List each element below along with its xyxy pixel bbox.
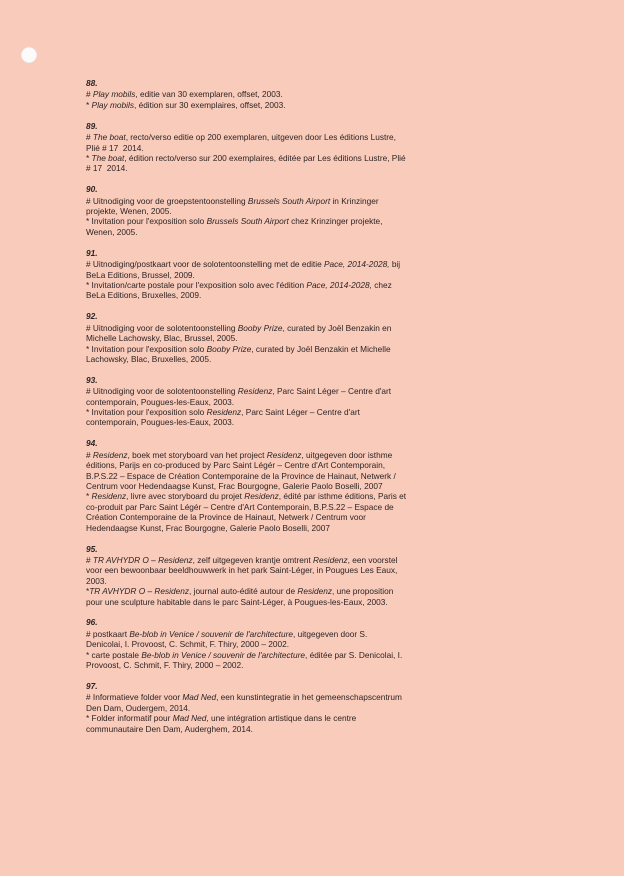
- italic-title: Booby Prize: [206, 343, 252, 354]
- italic-title: Residenz: [297, 586, 332, 597]
- entry-text: in Krinzinger: [330, 195, 379, 206]
- entry-line: [86, 512, 442, 522]
- entry-text: Plié # 17 2014.: [86, 142, 144, 153]
- entry-text: BeLa Editions, Brussel, 2009.: [86, 269, 195, 280]
- entry-text: *: [86, 491, 92, 502]
- entry-line: [86, 227, 442, 237]
- entry-text: , édition sur 30 exemplaires, offset, 2003.: [133, 99, 286, 110]
- entry-text: , une intégration artistique dans le centre: [206, 713, 357, 724]
- entry-line: [86, 471, 442, 481]
- catalogue-entry: [86, 544, 442, 607]
- catalogue-entry: [86, 121, 442, 174]
- entry-text: #: [86, 132, 93, 143]
- entry-line: [86, 344, 442, 354]
- entry-text: , een voorstel: [347, 554, 398, 565]
- entry-text: chez: [371, 280, 392, 290]
- entry-line: [86, 724, 442, 734]
- entry-line: [86, 153, 442, 163]
- entry-line: [86, 206, 442, 216]
- catalogue-entry: [86, 617, 442, 670]
- italic-title: Mad Ned: [182, 692, 217, 703]
- catalogue-entry: [86, 681, 442, 734]
- entry-line: [86, 660, 442, 670]
- entry-line: [86, 629, 442, 639]
- entry-text: Denicolai, I. Provoost, C. Schmit, F. Thiry, 2000 – 2002.: [86, 639, 290, 650]
- entry-text: contemporain, Pougues-les-Eaux, 2003.: [86, 417, 235, 428]
- entry-number: 94.: [86, 438, 98, 449]
- italic-title: TR AVHYDR O – Residenz: [92, 554, 193, 565]
- entry-text: projekte, Wenen, 2005.: [86, 206, 172, 217]
- italic-title: Be-blob in Venice / souvenir de l'architecture: [129, 628, 293, 639]
- entry-text: *: [86, 99, 92, 110]
- entry-text: co-produit par Parc Saint Légér – Centre d'Art Contemporain, B.P.S.22 – Espace de: [86, 501, 394, 512]
- entry-number: 88.: [86, 78, 98, 88]
- entry-text: , curated by Joël Benzakin en: [282, 322, 392, 333]
- entry-text: B.P.S.22 – Espace de Création Contemporaine de la Province de Hainaut, Netwerk /: [86, 470, 396, 481]
- entry-text: contemporain, Pougues-les-Eaux, 2003.: [86, 396, 235, 407]
- entry-text: , livre avec storyboard du projet: [126, 491, 245, 502]
- entry-text: , zelf uitgegeven krantje omtrent: [192, 554, 314, 565]
- entry-line: [86, 132, 442, 142]
- entry-text: * carte postale: [86, 649, 142, 660]
- punch-hole: [21, 47, 37, 63]
- italic-title: Residenz: [237, 386, 273, 397]
- entry-line: [86, 639, 442, 649]
- entry-text: * Invitation/carte postale pour l'exposition solo avec l'édition: [86, 280, 307, 290]
- entry-number: 93.: [86, 374, 98, 385]
- entry-text: , recto/verso editie op 200 exemplaren, uitgeven door Les éditions Lustre,: [125, 132, 396, 143]
- entry-text: , Parc Saint Léger – Centre d'art: [241, 407, 360, 418]
- entry-text: # Informatieve folder voor: [86, 692, 183, 703]
- catalogue-entry: [86, 184, 442, 237]
- entry-text: #: [86, 554, 93, 565]
- entry-text: Wenen, 2005.: [86, 226, 138, 237]
- entry-text: , journal auto-édité autour de: [188, 586, 298, 597]
- entry-line: [86, 523, 442, 533]
- catalogue-entry: [86, 248, 442, 301]
- entry-text: , éditée par S. Denicolai, I.: [304, 649, 403, 660]
- entry-number: 89.: [86, 120, 98, 131]
- entry-line: [86, 481, 442, 491]
- entry-line: [86, 450, 442, 460]
- entry-line: [86, 692, 442, 702]
- entry-text: # Uitnodiging voor de groepstentoonstelling: [86, 195, 248, 206]
- italic-title: Residenz: [92, 449, 128, 460]
- entry-line: [86, 386, 442, 396]
- entry-text: Den Dam, Oudergem, 2014.: [86, 702, 191, 713]
- entry-line: [86, 576, 442, 586]
- entry-line: [86, 555, 442, 565]
- italic-title: Residenz: [266, 449, 302, 460]
- entry-line: [86, 650, 442, 660]
- entry-text: , édité par isthme éditions, Paris et: [278, 491, 407, 502]
- entry-line: [86, 502, 442, 512]
- entry-text: # Uitnodiging voor de solotentoonstelling: [86, 322, 238, 333]
- entry-line: [86, 270, 442, 280]
- entry-number: 96.: [86, 617, 98, 628]
- entry-text: # postkaart: [86, 628, 130, 639]
- entry-line: [86, 259, 442, 269]
- italic-title: Be-blob in Venice / souvenir de l'architecture: [141, 649, 305, 660]
- entry-text: pour une sculpture habitable dans le parc Saint-Léger, à Pougues-les-Eaux, 2003.: [86, 596, 388, 607]
- entry-text: bij: [389, 259, 401, 270]
- entry-text: Provoost, C. Schmit, F. Thiry, 2000 – 2002.: [86, 660, 244, 671]
- catalogue-entry: [86, 438, 442, 533]
- entry-text: , édition recto/verso sur 200 exemplaires, éditée par Les éditions Lustre, Plié: [124, 152, 406, 163]
- entry-line: [86, 216, 442, 226]
- entry-line: [86, 703, 442, 713]
- entry-text: , editie van 30 exemplaren, offset, 2003.: [135, 89, 283, 100]
- entry-line: [86, 143, 442, 153]
- entry-line: [86, 417, 442, 427]
- entry-line: [86, 586, 442, 596]
- entry-line: [86, 333, 442, 343]
- entry-text: #: [86, 89, 93, 100]
- entry-line: [86, 354, 442, 364]
- entry-line: [86, 290, 442, 300]
- entry-text: communautaire Den Dam, Auderghem, 2014.: [86, 723, 253, 734]
- entry-text: *: [86, 152, 92, 163]
- entry-text: éditions, Parijs en co-produced by Parc Saint Légér – Centre d'Art Contemporain,: [86, 460, 386, 471]
- entry-text: *: [86, 586, 90, 597]
- entry-number: 92.: [86, 311, 98, 322]
- entry-text: #: [86, 449, 93, 460]
- entry-text: , uitgegeven door isthme: [301, 449, 393, 460]
- entry-text: Hedendaagse Kunst, Frac Bourgogne, Galerie Paolo Boselli, 2007: [86, 522, 330, 533]
- entry-line: [86, 713, 442, 723]
- entry-text: , une proposition: [331, 586, 394, 597]
- italic-title: Brussels South Airport: [247, 195, 331, 206]
- entry-number: 91.: [86, 247, 98, 258]
- italic-title: The boat: [91, 152, 125, 163]
- italic-title: Mad Ned: [172, 713, 207, 724]
- entry-text: , Parc Saint Léger – Centre d'art: [272, 386, 392, 397]
- catalogue-entry: [86, 78, 442, 110]
- entry-line: [86, 280, 442, 290]
- entry-text: Lachowsky, Blac, Bruxelles, 2005.: [86, 353, 212, 364]
- entry-text: # Uitnodiging/postkaart voor de solotentoonstelling met de editie: [86, 259, 324, 270]
- entry-number: 95.: [86, 543, 98, 554]
- entry-line: [86, 407, 442, 417]
- entry-number: 97.: [86, 681, 98, 691]
- italic-title: Residenz: [206, 407, 242, 418]
- entry-line: [86, 397, 442, 407]
- entry-text: # Uitnodiging voor de solotentoonstelling: [86, 386, 238, 397]
- entry-line: [86, 565, 442, 575]
- entry-text: voor een bewoonbaar beeldhouwwerk in het park Saint-Léger, in Pougues Les Eaux,: [86, 565, 398, 576]
- entry-text: , een kunstintegratie in het gemeenschapscentrum: [216, 692, 402, 703]
- italic-title: Residenz: [91, 491, 127, 502]
- entry-text: Michelle Lachowsky, Blac, Brussel, 2005.: [86, 333, 238, 344]
- entry-text: BeLa Editions, Bruxelles, 2009.: [86, 290, 202, 301]
- italic-title: Booby Prize: [237, 322, 283, 333]
- entry-line: [86, 196, 442, 206]
- entry-line: [86, 323, 442, 333]
- entry-text: Centrum voor Hedendaagse Kunst, Frac Bourgogne, Galerie Paolo Boselli, 2007: [86, 481, 383, 491]
- entry-text: * Invitation pour l'exposition solo: [86, 407, 207, 418]
- entry-line: [86, 460, 442, 470]
- italic-title: Residenz: [244, 491, 279, 502]
- entry-line: [86, 89, 442, 99]
- entry-text: , curated by Joël Benzakin et Michelle: [251, 343, 391, 354]
- entry-text: , uitgegeven door S.: [292, 628, 368, 639]
- entry-line: [86, 491, 442, 501]
- italic-title: Pace, 2014-2028,: [306, 280, 372, 290]
- entry-text: 2003.: [86, 575, 107, 586]
- entry-line: [86, 597, 442, 607]
- document-body: [86, 78, 442, 745]
- italic-title: TR AVHYDR O – Residenz: [89, 586, 189, 597]
- entry-text: , boek met storyboard van het project: [127, 449, 267, 460]
- entry-text: Création Contemporaine de la Province de Hainaut, Netwerk / Centrum voor: [86, 512, 366, 523]
- italic-title: Residenz: [313, 554, 348, 565]
- italic-title: Play mobils: [91, 99, 134, 110]
- catalogue-entry: [86, 375, 442, 428]
- italic-title: The boat: [92, 132, 126, 143]
- catalogue-entry: [86, 311, 442, 364]
- entry-text: * Invitation pour l'exposition solo: [86, 216, 207, 227]
- entry-line: [86, 163, 442, 173]
- italic-title: Pace, 2014-2028,: [324, 259, 390, 270]
- entry-text: # 17 2014.: [86, 163, 128, 174]
- entry-line: [86, 100, 442, 110]
- entry-text: * Folder informatif pour: [86, 713, 173, 724]
- entry-text: chez Krinzinger projekte,: [288, 216, 383, 227]
- italic-title: Play mobils: [92, 89, 136, 100]
- entry-number: 90.: [86, 184, 98, 195]
- entry-text: * Invitation pour l'exposition solo: [86, 343, 207, 354]
- italic-title: Brussels South Airport: [206, 216, 289, 227]
